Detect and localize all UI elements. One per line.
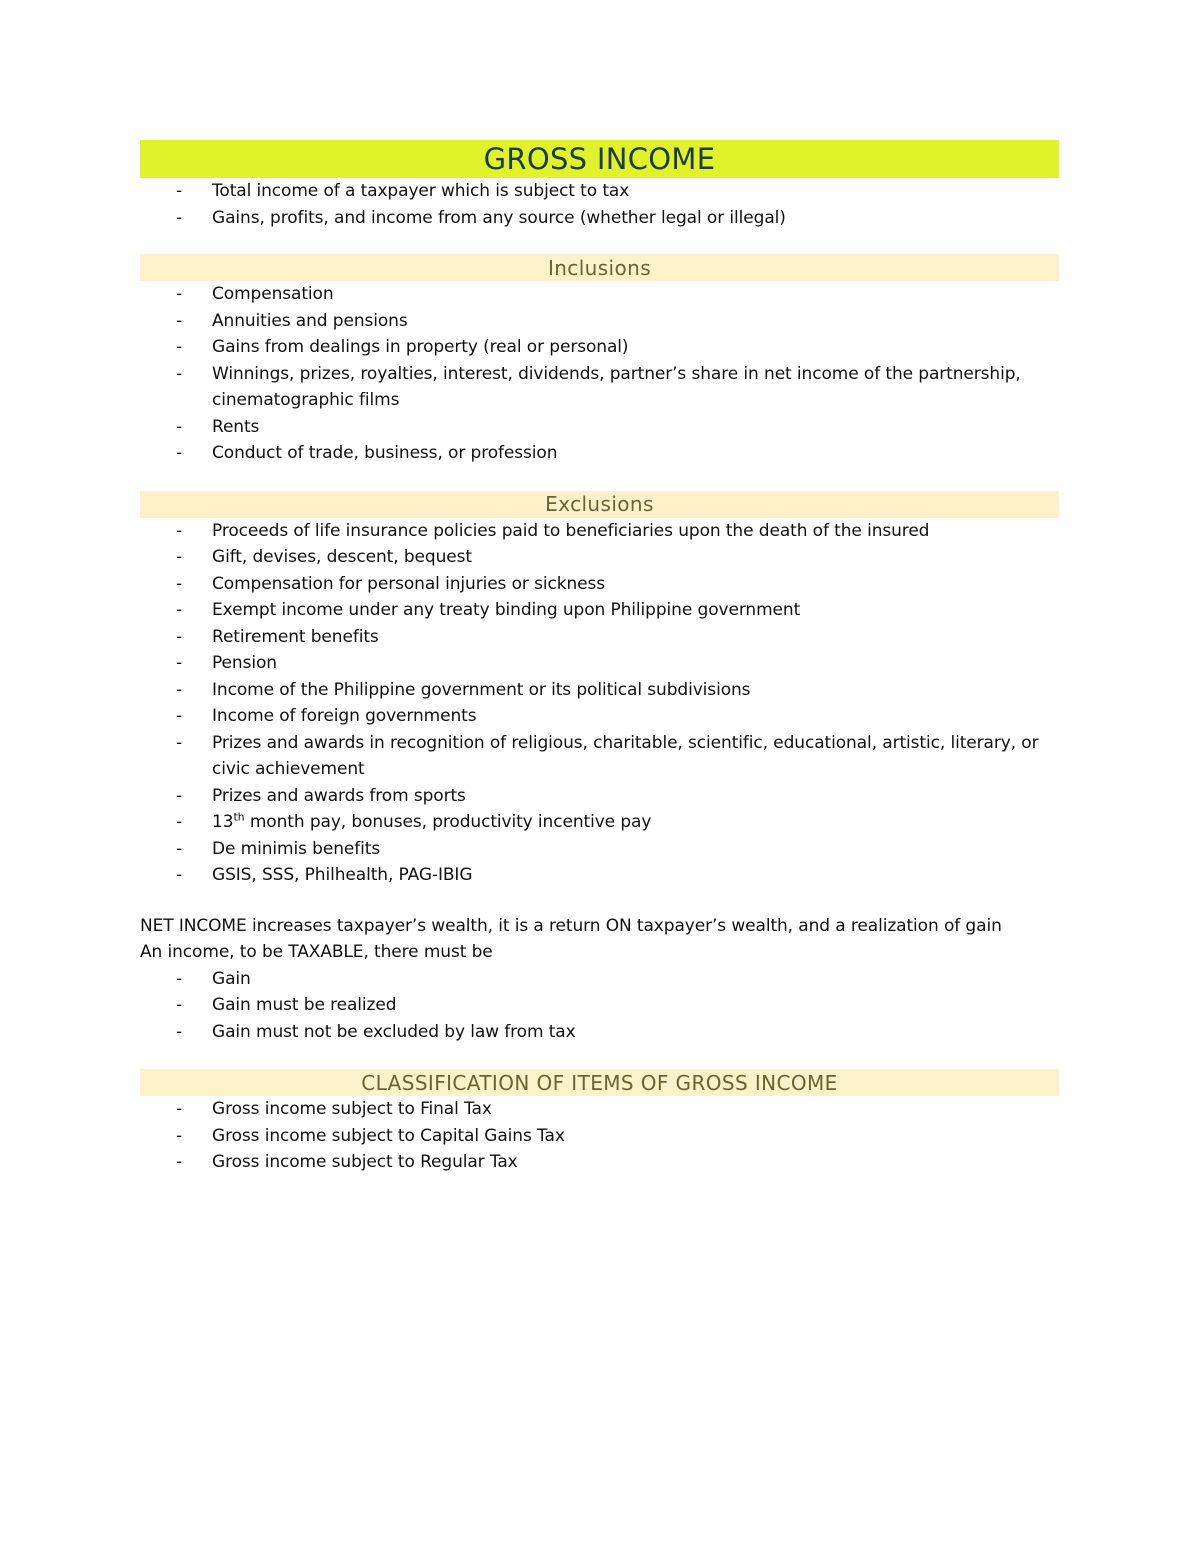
list-item: - Gross income subject to Capital Gains Tax (140, 1123, 1059, 1150)
list-item: - Exempt income under any treaty binding upon Philippine government (140, 597, 1059, 624)
thirteenth-text: month pay, bonuses, productivity incentive pay (244, 812, 652, 832)
list-item: - Gains, profits, and income from any source (whether legal or illegal) (140, 205, 1059, 232)
list-item: - Gain must be realized (140, 992, 1059, 1019)
list-item: - Total income of a taxpayer which is subject to tax (140, 178, 1059, 205)
list-item: - Gift, devises, descent, bequest (140, 544, 1059, 571)
list-item: - Gains from dealings in property (real or personal) (140, 334, 1059, 361)
exclusions-heading-band (140, 491, 1059, 518)
definition-list (140, 178, 1059, 231)
list-item: - Annuities and pensions (140, 308, 1059, 335)
exclusions-heading: Exclusions (545, 492, 654, 516)
list-item: - GSIS, SSS, Philhealth, PAG-IBIG (140, 862, 1059, 889)
list-item: - Rents (140, 414, 1059, 441)
inclusions-heading: Inclusions (547, 255, 652, 280)
list-item: - Proceeds of life insurance policies paid to beneficiaries upon the death of the insured (140, 518, 1059, 545)
taxable-requirements-list (140, 966, 1059, 1046)
thirteenth-suffix: th (233, 810, 245, 824)
list-item: - De minimis benefits (140, 836, 1059, 863)
classification-list (140, 1096, 1059, 1176)
list-item: - Prizes and awards from sports (140, 783, 1059, 810)
list-item: - Compensation for personal injuries or sickness (140, 571, 1059, 598)
inclusions-heading-band (140, 254, 1059, 281)
list-item: - Gain (140, 966, 1059, 993)
page-title: GROSS INCOME (483, 142, 716, 176)
title-band (140, 140, 1059, 178)
classification-heading: CLASSIFICATION OF ITEMS OF GROSS INCOME (361, 1070, 838, 1095)
list-item: - Income of foreign governments (140, 703, 1059, 730)
thirteenth-number: 13 (212, 812, 234, 832)
list-item: - Pension (140, 650, 1059, 677)
exclusions-list (140, 518, 1059, 889)
list-item: - Conduct of trade, business, or profession (140, 440, 1059, 467)
list-item: - Gain must not be excluded by law from tax (140, 1019, 1059, 1046)
inclusions-list (140, 281, 1059, 467)
list-item-13th-month (140, 809, 1059, 836)
list-item: - Compensation (140, 281, 1059, 308)
document-content (140, 140, 1059, 1176)
list-item: - Gross income subject to Regular Tax (140, 1149, 1059, 1176)
list-item: - Gross income subject to Final Tax (140, 1096, 1059, 1123)
list-item: - Prizes and awards in recognition of religious, charitable, scientific, educational, artistic, literary, or civic achievement (140, 730, 1059, 783)
list-item: - Winnings, prizes, royalties, interest, dividends, partner’s share in net income of the partnership, cinematographic films (140, 361, 1059, 414)
list-item: - Income of the Philippine government or its political subdivisions (140, 677, 1059, 704)
list-item: - Retirement benefits (140, 624, 1059, 651)
classification-heading-band (140, 1069, 1059, 1096)
taxable-paragraph: An income, to be TAXABLE, there must be (140, 942, 493, 962)
net-income-paragraph: NET INCOME increases taxpayer’s wealth, it is a return ON taxpayer’s wealth, and a realization of gain (140, 915, 1002, 936)
